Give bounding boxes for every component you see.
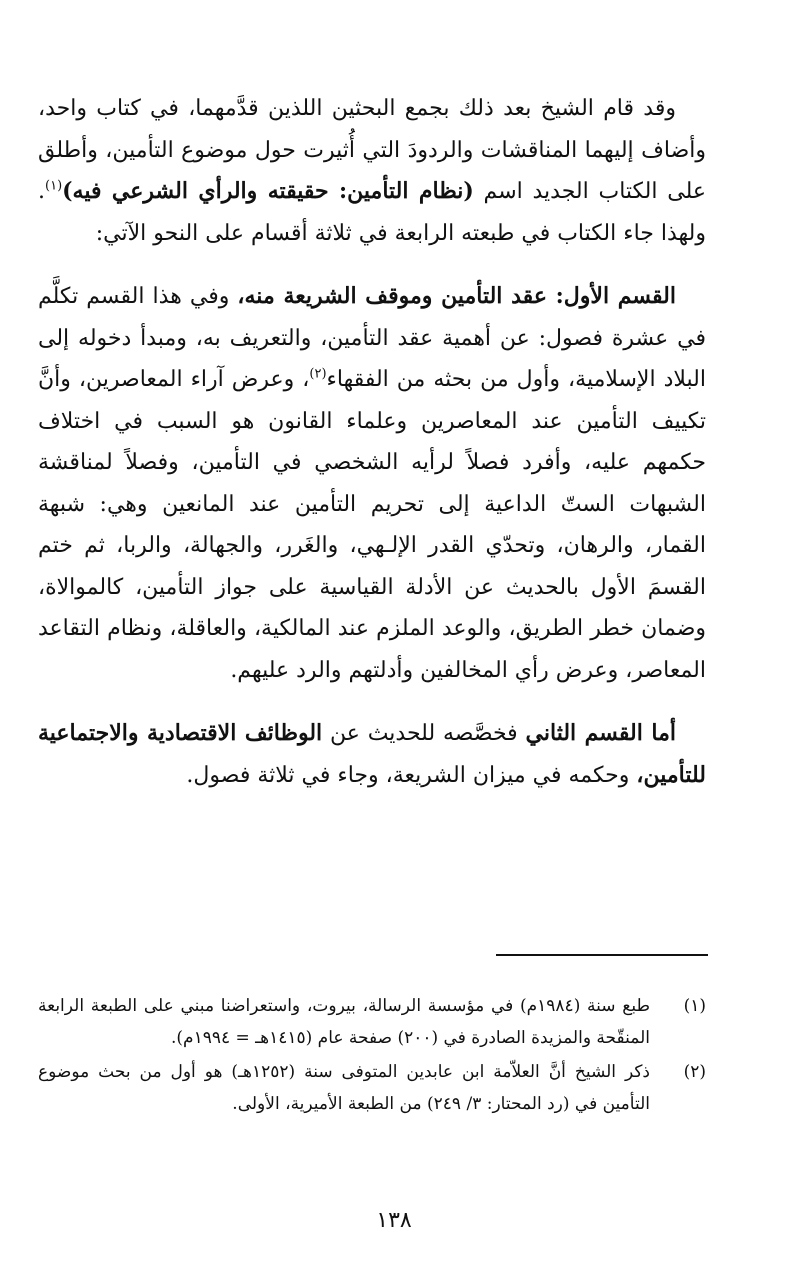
paragraph-3-text: فخصَّصه للحديث عن xyxy=(322,721,526,746)
footnote-1 xyxy=(38,990,706,1054)
paragraph-1 xyxy=(38,88,706,254)
footnote-ref-2[interactable]: (٢) xyxy=(309,366,327,382)
paragraph-2-text-end: ، وعرض آراء المعاصرين، وأنَّ تكييف التأمين عند المعاصرين وعلماء القانون هو السبب في اختلاف حكمهم عليه، وأفرد فصلاً لرأيه الشخصي في التأمين، وفصلاً لمناقشة الشبهات الستّ الداعية إلى تحريم التأمين عند المانعين وهي: شبهة القمار، والرهان، وتحدّي القدر الإلـهي، والغَرر، والجهالة، والربا، ثم ختم القسمَ الأول بالحديث عن الأدلة القياسية على جواز التأمين، كالموالاة، وضمان خطر الطريق، والوعد الملزم عند المالكية، والعاقلة، ونظام التقاعد المعاصر، وعرض رأي المخالفين وأدلتهم والرد عليهم. xyxy=(38,367,707,683)
footnote-1-number: (١) xyxy=(683,996,706,1016)
footnote-ref-1[interactable]: (١) xyxy=(45,178,63,194)
section-one-heading: القسم الأول: عقد التأمين وموقف الشريعة منه، xyxy=(237,283,676,309)
paragraph-2 xyxy=(38,276,706,691)
section-two-heading: أما القسم الثاني xyxy=(525,720,676,746)
paragraph-2-text: وفي هذا القسم تكلَّم في عشرة فصول: عن أهمية عقد التأمين، والتعريف به، ومبدأ دخوله إلى البلاد الإسلامية، وأول من بحثه من الفقهاء xyxy=(38,284,706,392)
footnote-1-text: طبع سنة (١٩٨٤م) في مؤسسة الرسالة، بيروت، واستعراضنا مبني على الطبعة الرابعة المنقّحة والمزيدة الصادرة في (٢٠٠) صفحة عام (١٤١٥هـ = ١٩٩٤م). xyxy=(38,996,650,1048)
footnote-separator xyxy=(496,954,708,956)
book-title: (نظام التأمين: حقيقته والرأي الشرعي فيه) xyxy=(62,178,474,204)
footnote-2 xyxy=(38,1056,706,1120)
footnotes xyxy=(38,990,706,1122)
paragraph-3 xyxy=(38,713,706,796)
page-number: ١٣٨ xyxy=(376,1208,412,1233)
paragraph-3-text-end: وحكمه في ميزان الشريعة، وجاء في ثلاثة فصول. xyxy=(186,762,637,788)
footnote-2-text: ذكر الشيخ أنَّ العلاّمة ابن عابدين المتوفى سنة (١٢٥٢هـ) هو أول من بحث موضوع التأمين في (رد المحتار: ٣/ ٢٤٩) من الطبعة الأميرية، الأولى. xyxy=(38,1062,650,1114)
paragraph-1-text-end: . ولهذا جاء الكتاب في طبعته الرابعة في ثلاثة أقسام على النحو الآتي: xyxy=(38,179,706,246)
footnote-2-number: (٢) xyxy=(683,1062,706,1082)
paragraph-1-text: وقد قام الشيخ بعد ذلك بجمع البحثين اللذين قدَّمهما، في كتاب واحد، وأضاف إليهما المناقشات والردودَ التي أُثيرت حول موضوع التأمين، وأطلق على الكتاب الجديد اسم xyxy=(38,96,706,204)
section-two-topic: الوظائف الاقتصادية والاجتماعية للتأمين، xyxy=(38,720,706,788)
main-text xyxy=(38,88,706,818)
